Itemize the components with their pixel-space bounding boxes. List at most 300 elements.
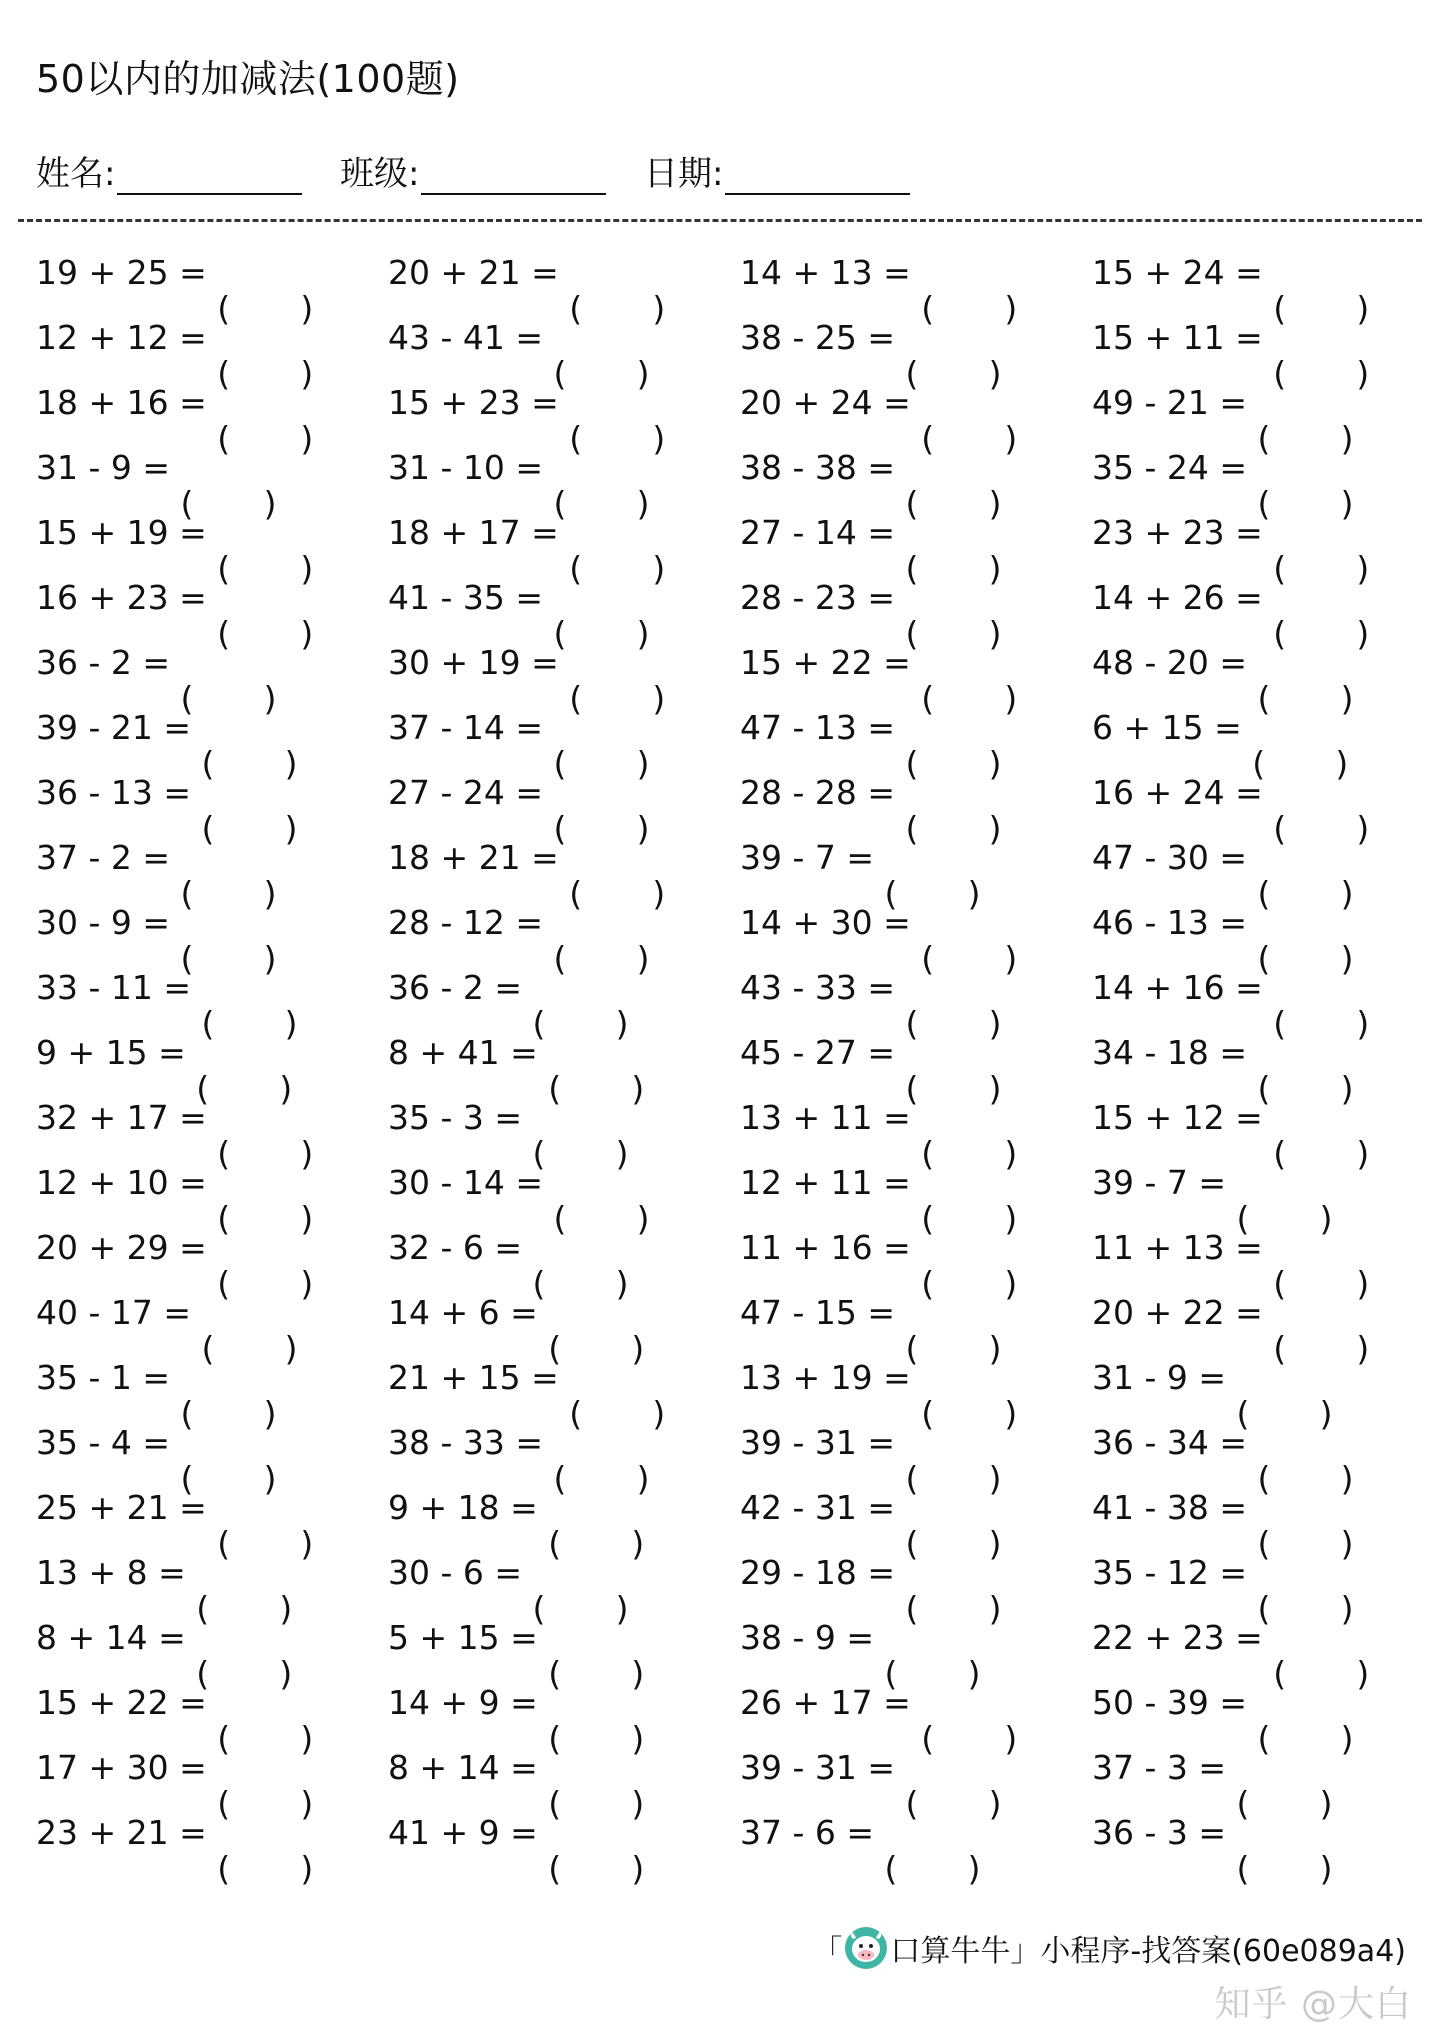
problem-expression: 5 + 15 = (388, 1618, 538, 1657)
paren-open: ( (569, 289, 583, 328)
paren-open: ( (548, 1784, 562, 1823)
problem-item (36, 1483, 388, 1563)
problem-expression: 38 - 9 = (740, 1618, 875, 1657)
problem-expression: 16 + 23 = (36, 578, 207, 617)
paren-close: ) (988, 1329, 1002, 1368)
problem-expression: 30 - 6 = (388, 1553, 523, 1592)
problem-expression: 26 + 17 = (740, 1683, 911, 1722)
problem-item (1092, 1353, 1426, 1433)
paren-close: ) (1004, 1199, 1018, 1238)
problem-item (388, 898, 740, 978)
paren-open: ( (180, 939, 194, 978)
paren-open: ( (548, 1654, 562, 1693)
problem-item (36, 443, 388, 523)
paren-close: ) (1340, 1719, 1354, 1758)
paren-close: ) (988, 1069, 1002, 1108)
paren-open: ( (532, 1134, 546, 1173)
problem-item (36, 378, 388, 458)
problem-expression: 23 + 21 = (36, 1813, 207, 1852)
paren-open: ( (921, 1264, 935, 1303)
problem-expression: 47 - 13 = (740, 708, 896, 747)
problem-expression: 39 - 21 = (36, 708, 192, 747)
problem-item (1092, 1418, 1426, 1498)
problem-item (36, 898, 388, 978)
problem-expression: 8 + 14 = (388, 1748, 538, 1787)
paren-close: ) (300, 549, 314, 588)
paren-close: ) (1340, 679, 1354, 718)
paren-open: ( (1252, 744, 1266, 783)
paren-close: ) (300, 1134, 314, 1173)
paren-open: ( (201, 1004, 215, 1043)
problem-item (36, 1678, 388, 1758)
name-field (36, 146, 340, 195)
problem-item (388, 248, 740, 328)
paren-close: ) (1340, 874, 1354, 913)
problem-expression: 15 + 22 = (36, 1683, 207, 1722)
paren-open: ( (905, 1069, 919, 1108)
problem-expression: 41 + 9 = (388, 1813, 538, 1852)
paren-close: ) (988, 1004, 1002, 1043)
paren-close: ) (300, 1524, 314, 1563)
paren-open: ( (921, 419, 935, 458)
paren-close: ) (1340, 939, 1354, 978)
paren-close: ) (636, 809, 650, 848)
paren-close: ) (1319, 1849, 1333, 1888)
date-field (644, 146, 910, 195)
paren-close: ) (652, 289, 666, 328)
paren-open: ( (905, 809, 919, 848)
problem-expression: 20 + 29 = (36, 1228, 207, 1267)
problem-expression: 15 + 12 = (1092, 1098, 1263, 1137)
paren-close: ) (263, 1394, 277, 1433)
paren-open: ( (905, 1784, 919, 1823)
paren-open: ( (905, 1459, 919, 1498)
problem-item (740, 1678, 1092, 1758)
paren-close: ) (636, 354, 650, 393)
student-info-row (36, 146, 910, 195)
problem-expression: 33 - 11 = (36, 968, 192, 1007)
paren-close: ) (988, 744, 1002, 783)
paren-close: ) (300, 289, 314, 328)
name-label: 姓名: (36, 154, 116, 194)
problem-expression: 25 + 21 = (36, 1488, 207, 1527)
problem-expression: 30 - 14 = (388, 1163, 544, 1202)
paren-open: ( (217, 419, 231, 458)
problem-expression: 20 + 24 = (740, 383, 911, 422)
problem-expression: 37 - 14 = (388, 708, 544, 747)
problem-expression: 37 - 6 = (740, 1813, 875, 1852)
problem-expression: 43 - 33 = (740, 968, 896, 1007)
paren-open: ( (217, 1199, 231, 1238)
paren-close: ) (1356, 289, 1370, 328)
paren-close: ) (652, 679, 666, 718)
dashed-divider (18, 219, 1422, 222)
paren-open: ( (569, 419, 583, 458)
paren-open: ( (1273, 1654, 1287, 1693)
problem-expression: 14 + 13 = (740, 253, 911, 292)
problem-expression: 41 - 35 = (388, 578, 544, 617)
paren-open: ( (532, 1004, 546, 1043)
paren-close: ) (988, 1459, 1002, 1498)
problem-expression: 39 - 7 = (740, 838, 875, 877)
date-label: 日期: (644, 154, 724, 194)
paren-open: ( (569, 679, 583, 718)
problem-expression: 28 - 12 = (388, 903, 544, 942)
paren-close: ) (631, 1329, 645, 1368)
problem-expression: 11 + 16 = (740, 1228, 911, 1267)
paren-open: ( (921, 679, 935, 718)
problem-item (740, 703, 1092, 783)
paren-close: ) (300, 419, 314, 458)
paren-close: ) (1340, 1589, 1354, 1628)
paren-open: ( (553, 939, 567, 978)
paren-close: ) (284, 1004, 298, 1043)
paren-open: ( (1273, 1264, 1287, 1303)
paren-open: ( (180, 874, 194, 913)
paren-close: ) (631, 1784, 645, 1823)
paren-open: ( (548, 1069, 562, 1108)
paren-close: ) (263, 939, 277, 978)
paren-open: ( (553, 1199, 567, 1238)
problem-item (388, 1808, 740, 1888)
paren-close: ) (1004, 1719, 1018, 1758)
problem-expression: 32 + 17 = (36, 1098, 207, 1137)
problem-expression: 31 - 9 = (36, 448, 171, 487)
problem-item (1092, 1678, 1426, 1758)
paren-open: ( (201, 1329, 215, 1368)
problem-item (740, 1223, 1092, 1303)
problem-expression: 35 - 12 = (1092, 1553, 1248, 1592)
problem-expression: 37 - 2 = (36, 838, 171, 877)
problem-item (1092, 248, 1426, 328)
problem-item (36, 703, 388, 783)
problem-expression: 47 - 30 = (1092, 838, 1248, 877)
problem-expression: 28 - 23 = (740, 578, 896, 617)
paren-close: ) (631, 1524, 645, 1563)
problem-expression: 14 + 6 = (388, 1293, 538, 1332)
paren-open: ( (1257, 1069, 1271, 1108)
footer (812, 1926, 1406, 1970)
problem-item (740, 898, 1092, 978)
problem-item (1092, 1288, 1426, 1368)
problem-expression: 32 - 6 = (388, 1228, 523, 1267)
paren-open: ( (553, 1459, 567, 1498)
problem-expression: 37 - 3 = (1092, 1748, 1227, 1787)
paren-open: ( (921, 1134, 935, 1173)
paren-open: ( (1257, 1459, 1271, 1498)
paren-open: ( (217, 1784, 231, 1823)
problem-expression: 16 + 24 = (1092, 773, 1263, 812)
problem-item (740, 963, 1092, 1043)
problem-expression: 13 + 8 = (36, 1553, 186, 1592)
problem-expression: 12 + 11 = (740, 1163, 911, 1202)
paren-close: ) (988, 1784, 1002, 1823)
problem-item (36, 638, 388, 718)
footer-suffix: 」小程序-找答案(60e089a4) (1010, 1934, 1406, 1969)
paren-open: ( (905, 1589, 919, 1628)
problem-item (1092, 1028, 1426, 1108)
problem-item (36, 1808, 388, 1888)
problem-expression: 15 + 11 = (1092, 318, 1263, 357)
paren-close: ) (300, 1849, 314, 1888)
paren-close: ) (1004, 1394, 1018, 1433)
paren-open: ( (905, 354, 919, 393)
paren-open: ( (569, 1394, 583, 1433)
problem-expression: 41 - 38 = (1092, 1488, 1248, 1527)
paren-close: ) (279, 1069, 293, 1108)
problem-item (1092, 1158, 1426, 1238)
paren-close: ) (1356, 1004, 1370, 1043)
problem-item (388, 1158, 740, 1238)
paren-open: ( (1257, 419, 1271, 458)
paren-open: ( (180, 1394, 194, 1433)
paren-close: ) (988, 809, 1002, 848)
paren-close: ) (1356, 614, 1370, 653)
footer-app-name: 口算牛牛 (890, 1934, 1011, 1969)
paren-open: ( (217, 1524, 231, 1563)
paren-close: ) (279, 1654, 293, 1693)
paren-open: ( (217, 1719, 231, 1758)
problem-item (388, 443, 740, 523)
paren-open: ( (905, 1329, 919, 1368)
problem-expression: 31 - 9 = (1092, 1358, 1227, 1397)
problem-expression: 38 - 25 = (740, 318, 896, 357)
paren-open: ( (1273, 1134, 1287, 1173)
paren-open: ( (553, 614, 567, 653)
paren-open: ( (1273, 289, 1287, 328)
problem-expression: 47 - 15 = (740, 1293, 896, 1332)
problem-item (1092, 638, 1426, 718)
paren-close: ) (636, 744, 650, 783)
problem-expression: 36 - 34 = (1092, 1423, 1248, 1462)
paren-close: ) (631, 1654, 645, 1693)
problem-expression: 18 + 17 = (388, 513, 559, 552)
paren-close: ) (284, 1329, 298, 1368)
paren-close: ) (1335, 744, 1349, 783)
paren-close: ) (1340, 1459, 1354, 1498)
paren-open: ( (921, 1199, 935, 1238)
paren-open: ( (1257, 1719, 1271, 1758)
paren-open: ( (1257, 679, 1271, 718)
problem-expression: 20 + 22 = (1092, 1293, 1263, 1332)
paren-close: ) (300, 1199, 314, 1238)
paren-open: ( (548, 1329, 562, 1368)
problem-expression: 12 + 10 = (36, 1163, 207, 1202)
paren-close: ) (300, 1264, 314, 1303)
problem-item (36, 1743, 388, 1823)
paren-open: ( (569, 549, 583, 588)
problem-item (1092, 573, 1426, 653)
problem-item (36, 1288, 388, 1368)
paren-close: ) (652, 874, 666, 913)
problem-expression: 11 + 13 = (1092, 1228, 1263, 1267)
paren-open: ( (1257, 1589, 1271, 1628)
paren-close: ) (300, 1719, 314, 1758)
problem-item (388, 1288, 740, 1368)
class-label: 班级: (340, 154, 420, 194)
paren-open: ( (1236, 1784, 1250, 1823)
paren-close: ) (1356, 549, 1370, 588)
paren-open: ( (905, 1524, 919, 1563)
paren-close: ) (967, 1654, 981, 1693)
problem-item (1092, 1223, 1426, 1303)
problem-item (740, 1743, 1092, 1823)
problem-expression: 13 + 19 = (740, 1358, 911, 1397)
problem-item (36, 573, 388, 653)
problem-expression: 40 - 17 = (36, 1293, 192, 1332)
paren-open: ( (1273, 809, 1287, 848)
paren-close: ) (1340, 1069, 1354, 1108)
paren-open: ( (1257, 939, 1271, 978)
paren-close: ) (1356, 1654, 1370, 1693)
paren-open: ( (905, 549, 919, 588)
problem-expression: 22 + 23 = (1092, 1618, 1263, 1657)
paren-close: ) (1356, 809, 1370, 848)
paren-close: ) (988, 1589, 1002, 1628)
paren-open: ( (921, 289, 935, 328)
paren-close: ) (1356, 1134, 1370, 1173)
problem-expression: 50 - 39 = (1092, 1683, 1248, 1722)
problem-expression: 49 - 21 = (1092, 383, 1248, 422)
problem-item (388, 573, 740, 653)
problem-expression: 23 + 23 = (1092, 513, 1263, 552)
problem-expression: 31 - 10 = (388, 448, 544, 487)
problem-expression: 12 + 12 = (36, 318, 207, 357)
paren-open: ( (217, 354, 231, 393)
paren-close: ) (1356, 1329, 1370, 1368)
paren-close: ) (300, 1784, 314, 1823)
problem-item (740, 1158, 1092, 1238)
problem-expression: 45 - 27 = (740, 1033, 896, 1072)
paren-open: ( (532, 1264, 546, 1303)
paren-open: ( (196, 1654, 210, 1693)
paren-open: ( (569, 874, 583, 913)
problem-item (740, 1288, 1092, 1368)
problem-expression: 42 - 31 = (740, 1488, 896, 1527)
paren-open: ( (1236, 1849, 1250, 1888)
class-field (340, 146, 644, 195)
problem-expression: 15 + 23 = (388, 383, 559, 422)
paren-open: ( (180, 484, 194, 523)
paren-close: ) (615, 1134, 629, 1173)
paren-close: ) (631, 1069, 645, 1108)
paren-close: ) (652, 1394, 666, 1433)
paren-close: ) (967, 874, 981, 913)
problem-expression: 6 + 15 = (1092, 708, 1242, 747)
problem-expression: 20 + 21 = (388, 253, 559, 292)
paren-close: ) (631, 1849, 645, 1888)
paren-close: ) (1004, 419, 1018, 458)
paren-open: ( (532, 1589, 546, 1628)
problem-expression: 8 + 14 = (36, 1618, 186, 1657)
problem-expression: 34 - 18 = (1092, 1033, 1248, 1072)
problem-item (1092, 313, 1426, 393)
problem-item (388, 1093, 740, 1173)
paren-close: ) (300, 354, 314, 393)
problem-item (388, 1678, 740, 1758)
paren-close: ) (284, 744, 298, 783)
problem-item (388, 1418, 740, 1498)
paren-open: ( (553, 354, 567, 393)
paren-open: ( (180, 1459, 194, 1498)
paren-open: ( (553, 744, 567, 783)
problem-item (740, 443, 1092, 523)
paren-open: ( (548, 1719, 562, 1758)
problem-expression: 27 - 24 = (388, 773, 544, 812)
problem-item (36, 508, 388, 588)
problem-item (36, 248, 388, 328)
paren-close: ) (636, 1459, 650, 1498)
problem-expression: 35 - 3 = (388, 1098, 523, 1137)
name-blank (117, 153, 302, 195)
problem-expression: 46 - 13 = (1092, 903, 1248, 942)
paren-close: ) (1004, 1134, 1018, 1173)
problem-item (1092, 833, 1426, 913)
problem-expression: 18 + 16 = (36, 383, 207, 422)
problem-expression: 21 + 15 = (388, 1358, 559, 1397)
problem-item (36, 1548, 388, 1628)
paren-open: ( (905, 1004, 919, 1043)
paren-close: ) (967, 1849, 981, 1888)
paren-close: ) (1319, 1784, 1333, 1823)
watermark: 知乎 @大白 (1214, 1984, 1412, 2025)
paren-open: ( (1236, 1199, 1250, 1238)
paren-close: ) (284, 809, 298, 848)
paren-close: ) (988, 614, 1002, 653)
problem-item (388, 1743, 740, 1823)
problem-expression: 38 - 33 = (388, 1423, 544, 1462)
paren-close: ) (1004, 289, 1018, 328)
paren-open: ( (905, 744, 919, 783)
class-blank (421, 153, 606, 195)
paren-close: ) (988, 549, 1002, 588)
paren-close: ) (1004, 1264, 1018, 1303)
paren-open: ( (1273, 1004, 1287, 1043)
paren-open: ( (905, 484, 919, 523)
problem-expression: 14 + 30 = (740, 903, 911, 942)
problem-item (388, 1613, 740, 1693)
paren-open: ( (921, 939, 935, 978)
paren-close: ) (1319, 1394, 1333, 1433)
problem-expression: 29 - 18 = (740, 1553, 896, 1592)
problem-item (36, 963, 388, 1043)
paren-close: ) (300, 614, 314, 653)
footer-bracket-open: 「 (812, 1934, 843, 1969)
problem-item (36, 1418, 388, 1498)
problem-expression: 17 + 30 = (36, 1748, 207, 1787)
paren-close: ) (263, 874, 277, 913)
paren-open: ( (884, 1654, 898, 1693)
paren-open: ( (553, 484, 567, 523)
paren-close: ) (1340, 419, 1354, 458)
problem-expression: 36 - 2 = (388, 968, 523, 1007)
problem-expression: 9 + 18 = (388, 1488, 538, 1527)
paren-open: ( (1273, 549, 1287, 588)
paren-close: ) (615, 1264, 629, 1303)
paren-open: ( (884, 874, 898, 913)
problem-expression: 28 - 28 = (740, 773, 896, 812)
paren-open: ( (1257, 484, 1271, 523)
problem-item (388, 703, 740, 783)
paren-close: ) (279, 1589, 293, 1628)
paren-open: ( (217, 1264, 231, 1303)
paren-open: ( (180, 679, 194, 718)
problem-expression: 38 - 38 = (740, 448, 896, 487)
problem-item (388, 1028, 740, 1108)
paren-open: ( (217, 549, 231, 588)
paren-open: ( (1273, 1329, 1287, 1368)
problem-item (36, 1223, 388, 1303)
